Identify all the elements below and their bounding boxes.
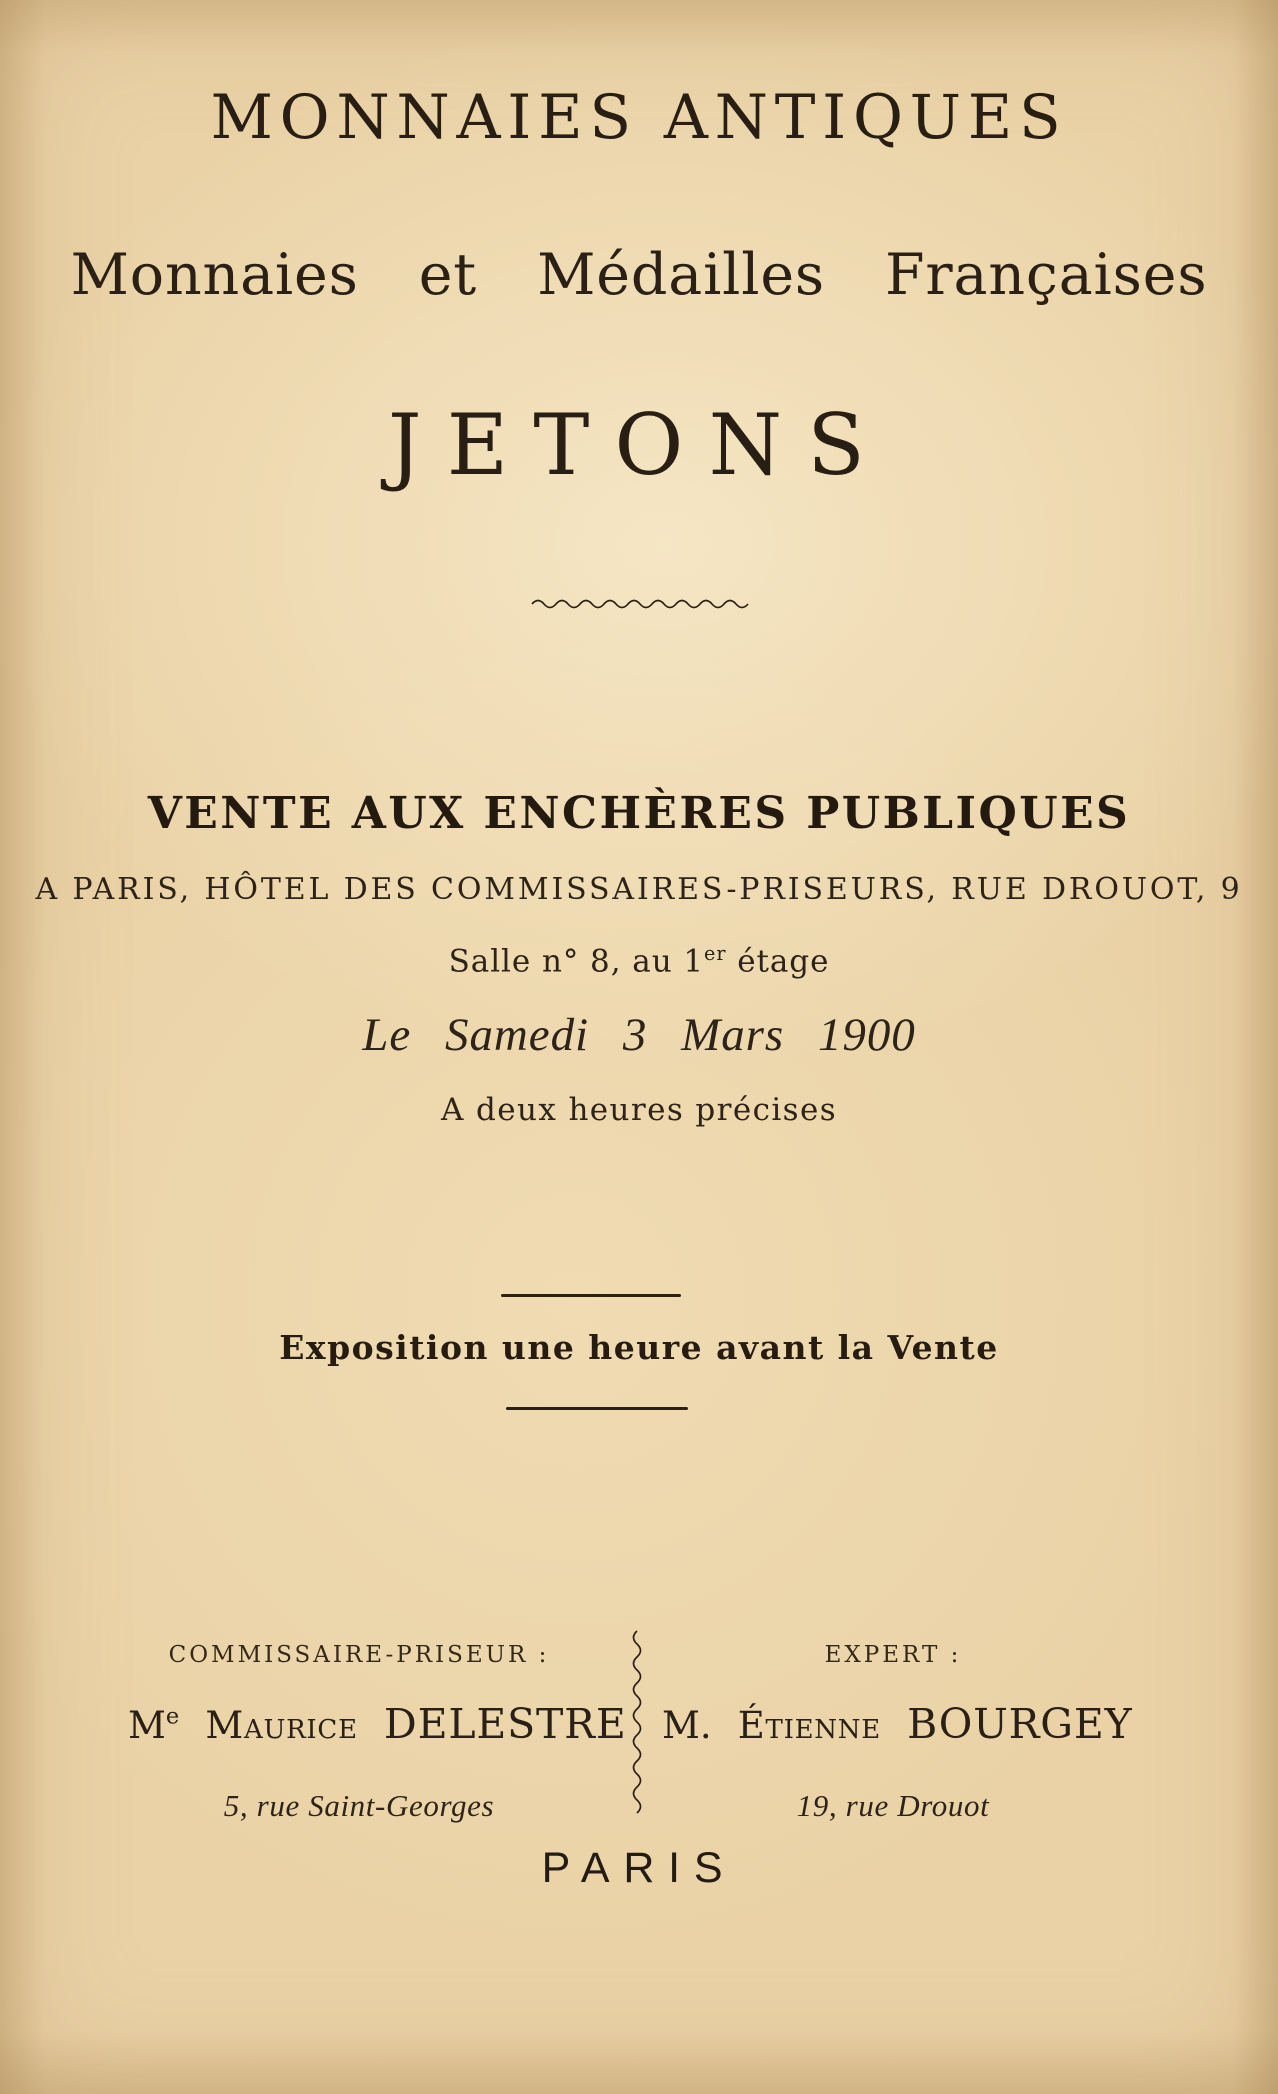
column-brace-icon bbox=[631, 1628, 643, 1818]
auctioneer-title-sup: e bbox=[165, 1703, 180, 1730]
auction-date: Le Samedi 3 Mars 1900 bbox=[362, 1009, 916, 1061]
exposition-note: Exposition une heure avant la Vente bbox=[279, 1328, 999, 1367]
auctioneer-title-abbrev: M bbox=[128, 1704, 166, 1747]
auctioneer-name bbox=[128, 1700, 627, 1748]
expert-given-name: Étienne bbox=[737, 1704, 881, 1747]
expert-family-name: BOURGEY bbox=[907, 1700, 1133, 1748]
auction-location: A PARIS, HÔTEL DES COMMISSAIRES-PRISEURS, RUE DROUOT, 9 bbox=[35, 872, 1243, 907]
city-label: PARIS bbox=[541, 1844, 737, 1892]
room-text: Salle n° 8, au 1 bbox=[448, 943, 705, 980]
divider-rule-bottom bbox=[506, 1407, 688, 1410]
jetons-title: JETONS bbox=[387, 396, 891, 494]
expert-role-label: EXPERT : bbox=[824, 1642, 962, 1668]
page-subtitle: Monnaies et Médailles Françaises bbox=[70, 242, 1208, 308]
auctioneer-given-name: Maurice bbox=[205, 1704, 358, 1747]
expert-name bbox=[662, 1700, 1133, 1748]
wavy-divider-icon bbox=[0, 598, 1278, 610]
auction-time: A deux heures précises bbox=[440, 1092, 838, 1128]
auctioneer-role-label: COMMISSAIRE-PRISEUR : bbox=[168, 1642, 550, 1668]
auction-heading: VENTE AUX ENCHÈRES PUBLIQUES bbox=[147, 788, 1131, 839]
auction-room bbox=[0, 942, 1278, 979]
expert-title-abbrev: M. bbox=[662, 1704, 712, 1747]
auctioneer-family-name: DELESTRE bbox=[383, 1700, 627, 1748]
expert-address: 19, rue Drouot bbox=[796, 1788, 990, 1823]
room-ordinal: er bbox=[704, 942, 727, 965]
auctioneer-address: 5, rue Saint-Georges bbox=[223, 1788, 495, 1823]
divider-rule-top bbox=[501, 1294, 681, 1297]
room-text-suffix: étage bbox=[726, 943, 830, 980]
page-title: MONNAIES ANTIQUES bbox=[210, 82, 1068, 153]
